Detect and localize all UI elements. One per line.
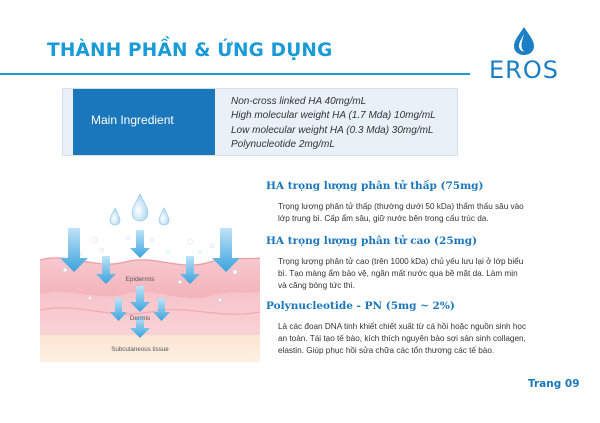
ingredient-item: Polynucleotide 2mg/mL — [231, 138, 335, 150]
section-polynucleotide — [266, 300, 586, 357]
ingredient-item: High molecular weight HA (1.7 Mda) 10mg/mL — [231, 110, 436, 122]
section-body-line: elastin. Giúp phục hồi sửa chữa các tổn thương các tế bào. — [278, 346, 495, 355]
section-body-line: lớp trung bì. Cấp ẩm sâu, giữ nước bên trong cấu trúc da. — [278, 214, 489, 223]
section-body — [266, 201, 586, 225]
logo-text: EROS — [489, 56, 559, 84]
skin-layer-diagram — [40, 170, 260, 370]
dermis-label: Dermis — [129, 315, 151, 322]
down-arrow-icon — [130, 230, 150, 258]
droplet-icon — [511, 26, 537, 56]
main-ingredient-label-panel — [73, 89, 215, 155]
section-body-line: Là các đoạn DNA tinh khiết chiết xuất từ cá hồi hoặc nguồn sinh học — [278, 322, 527, 331]
section-body-line: và căng bóng tức thì. — [278, 281, 355, 290]
page-title: THÀNH PHẦN & ỨNG DỤNG — [47, 40, 333, 61]
eros-logo — [484, 26, 564, 88]
ingredient-item: Non-cross linked HA 40mg/mL — [231, 96, 367, 107]
section-low-molecular-ha — [266, 180, 586, 225]
section-body — [266, 321, 586, 357]
water-drop-icon — [159, 208, 169, 225]
section-title: HA trọng lượng phân tử cao (25mg) — [266, 235, 478, 247]
section-body-line: Trọng lượng phân tử thấp (thường dưới 50 kDa) thẩm thấu sâu vào — [278, 202, 524, 211]
water-drop-icon — [110, 208, 120, 225]
section-body — [266, 256, 586, 292]
title-underline — [0, 73, 470, 75]
epidermis-label: Epidermis — [125, 276, 155, 283]
ingredient-item: Low molecular weight HA (0.3 Mda) 30mg/mL — [231, 124, 434, 136]
section-body-line: bì. Tạo màng ẩm bảo vệ, ngăn mất nước qua bề mặt da. Làm mịn — [278, 269, 518, 278]
main-ingredient-label: Main Ingredient — [91, 113, 174, 127]
section-body-line: an toàn. Tái tạo tế bào, kích thích nguyên bào sợi sản sinh collagen, — [278, 334, 526, 343]
water-drop-icon — [132, 194, 148, 221]
section-body-line: Trọng lượng phân tử cao (trên 1000 kDa) chủ yếu lưu lại ở lớp biểu — [278, 257, 524, 266]
page-number: Trang 09 — [528, 378, 580, 390]
subcutaneous-label: Subcutaneous tissue — [111, 346, 169, 353]
ingredient-list — [231, 95, 436, 152]
main-ingredient-box — [62, 88, 458, 156]
section-high-molecular-ha — [266, 235, 586, 292]
section-title: HA trọng lượng phân tử thấp (75mg) — [266, 180, 484, 192]
section-title: Polynucleotide - PN (5mg ~ 2%) — [266, 300, 455, 312]
